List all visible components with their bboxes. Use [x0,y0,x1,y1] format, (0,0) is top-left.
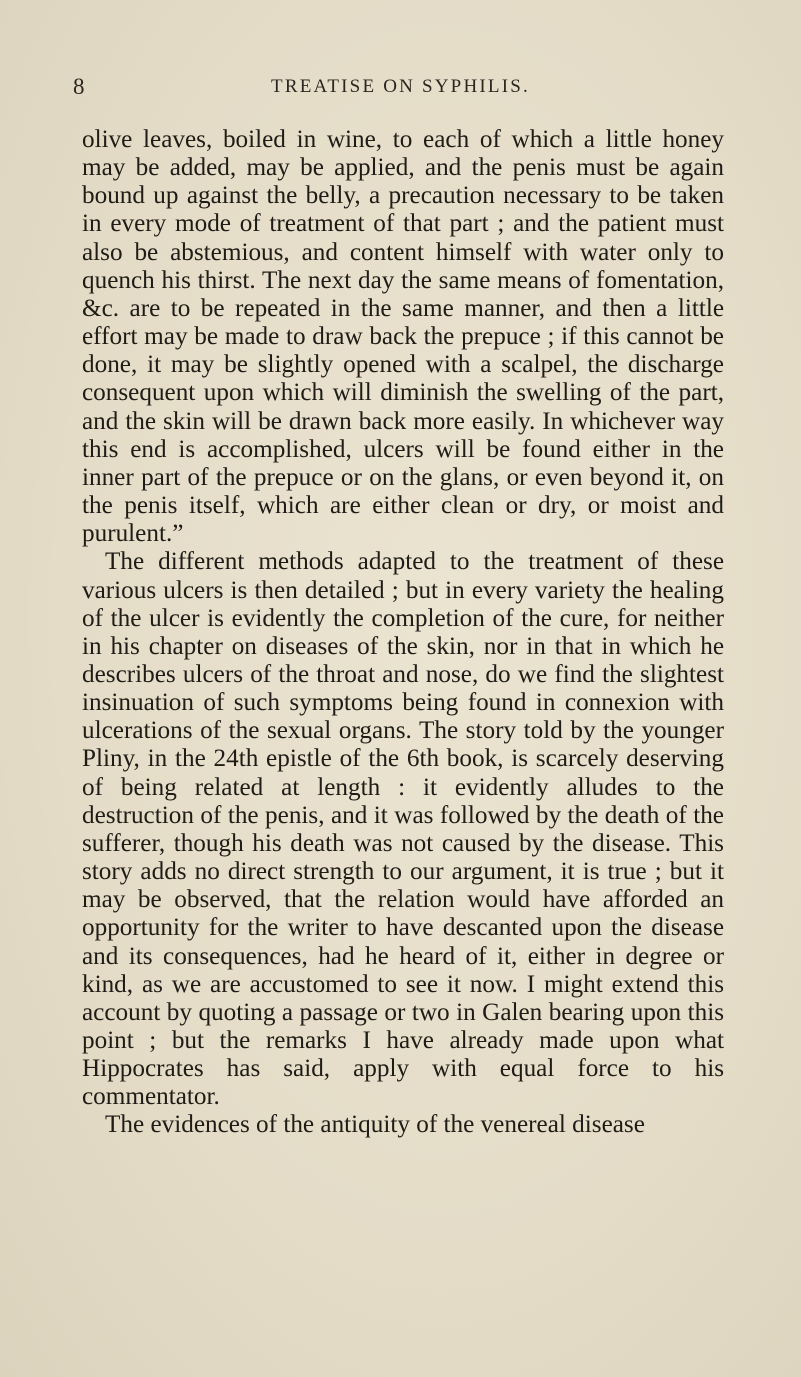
running-head [0,74,801,100]
page-number: 8 [73,74,85,99]
paragraph: The different methods adapted to the treatment of these various ulcers is then detailed ; but in every variety the healing of the ulcer is evidently the completion of the cure, for neither in his chapter on diseases of the skin, nor in that in which he describes ulcers of the throat and nose, do we find the slightest insinuation of such symptoms being found in connexion with ulcerations of the sexual organs. The story told by the younger Pliny, in the 24th epistle of the 6th book, is scarcely deserving of being related at length : it evidently alludes to the destruction of the penis, and it was followed by the death of the sufferer, though his death was not caused by the disease. This story adds no direct strength to our argument, it is true ; but it may be observed, that the relation would have afforded an opportunity for the writer to have descanted upon the disease and its consequences, had he heard of it, either in degree or kind, as we are accustomed to see it now. I might extend this account by quoting a passage or two in Galen bearing upon this point ; but the remarks I have already made upon what Hippocrates has said, apply with equal force to his commentator. [82,548,724,1111]
running-title: TREATISE ON SYPHILIS. [271,76,530,97]
body-text [82,126,724,1140]
paragraph: olive leaves, boiled in wine, to each of which a little honey may be added, may be applied, and the penis must be again bound up against the belly, a precaution necessary to be taken in every mode of treatment of that part ; and the patient must also be abstemious, and content himself with water only to quench his thirst. The next day the same means of fomentation, &c. are to be repeated in the same manner, and then a little effort may be made to draw back the prepuce ; if this cannot be done, it may be slightly opened with a scalpel, the discharge consequent upon which will diminish the swelling of the part, and the skin will be drawn back more easily. In whichever way this end is accomplished, ulcers will be found either in the inner part of the prepuce or on the glans, or even beyond it, on the penis itself, which are either clean or dry, or moist and purulent.” [82,126,724,548]
paragraph: The evidences of the antiquity of the venereal disease [105,1111,645,1139]
